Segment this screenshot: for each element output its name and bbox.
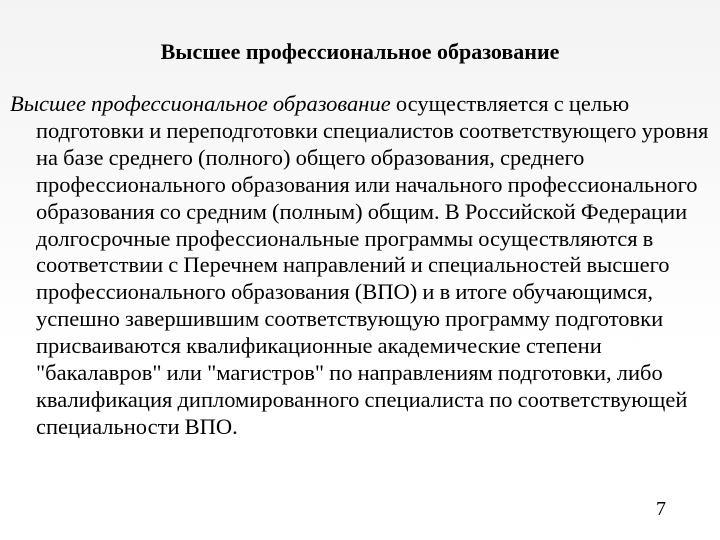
body-text: осуществляется с целью подготовки и переподготовки специалистов соответствующего уровня на базе среднего (полного) общего образования, среднего профессионального образования или начального профессионального образования со средним (полным) общим. В Российской Федерации долгосрочные профессиональные программы осуществляются в соответствии с Перечнем направлений и специальностей высшего профессионального образования (ВПО) и в итоге обучающимся, успешно завершившим соответствующую программу подготовки присваиваются квалификационные академические степени "бакалавров" или "магистров" по направлениям подготовки, либо квалификация дипломированного специалиста по соответствующей специальности ВПО. bbox=[36, 91, 709, 439]
page-number: 7 bbox=[656, 498, 666, 520]
slide-title: Высшее профессиональное образование bbox=[160, 39, 560, 64]
body-term: Высшее профессиональное образование bbox=[10, 91, 391, 116]
slide-body-paragraph bbox=[10, 91, 716, 441]
